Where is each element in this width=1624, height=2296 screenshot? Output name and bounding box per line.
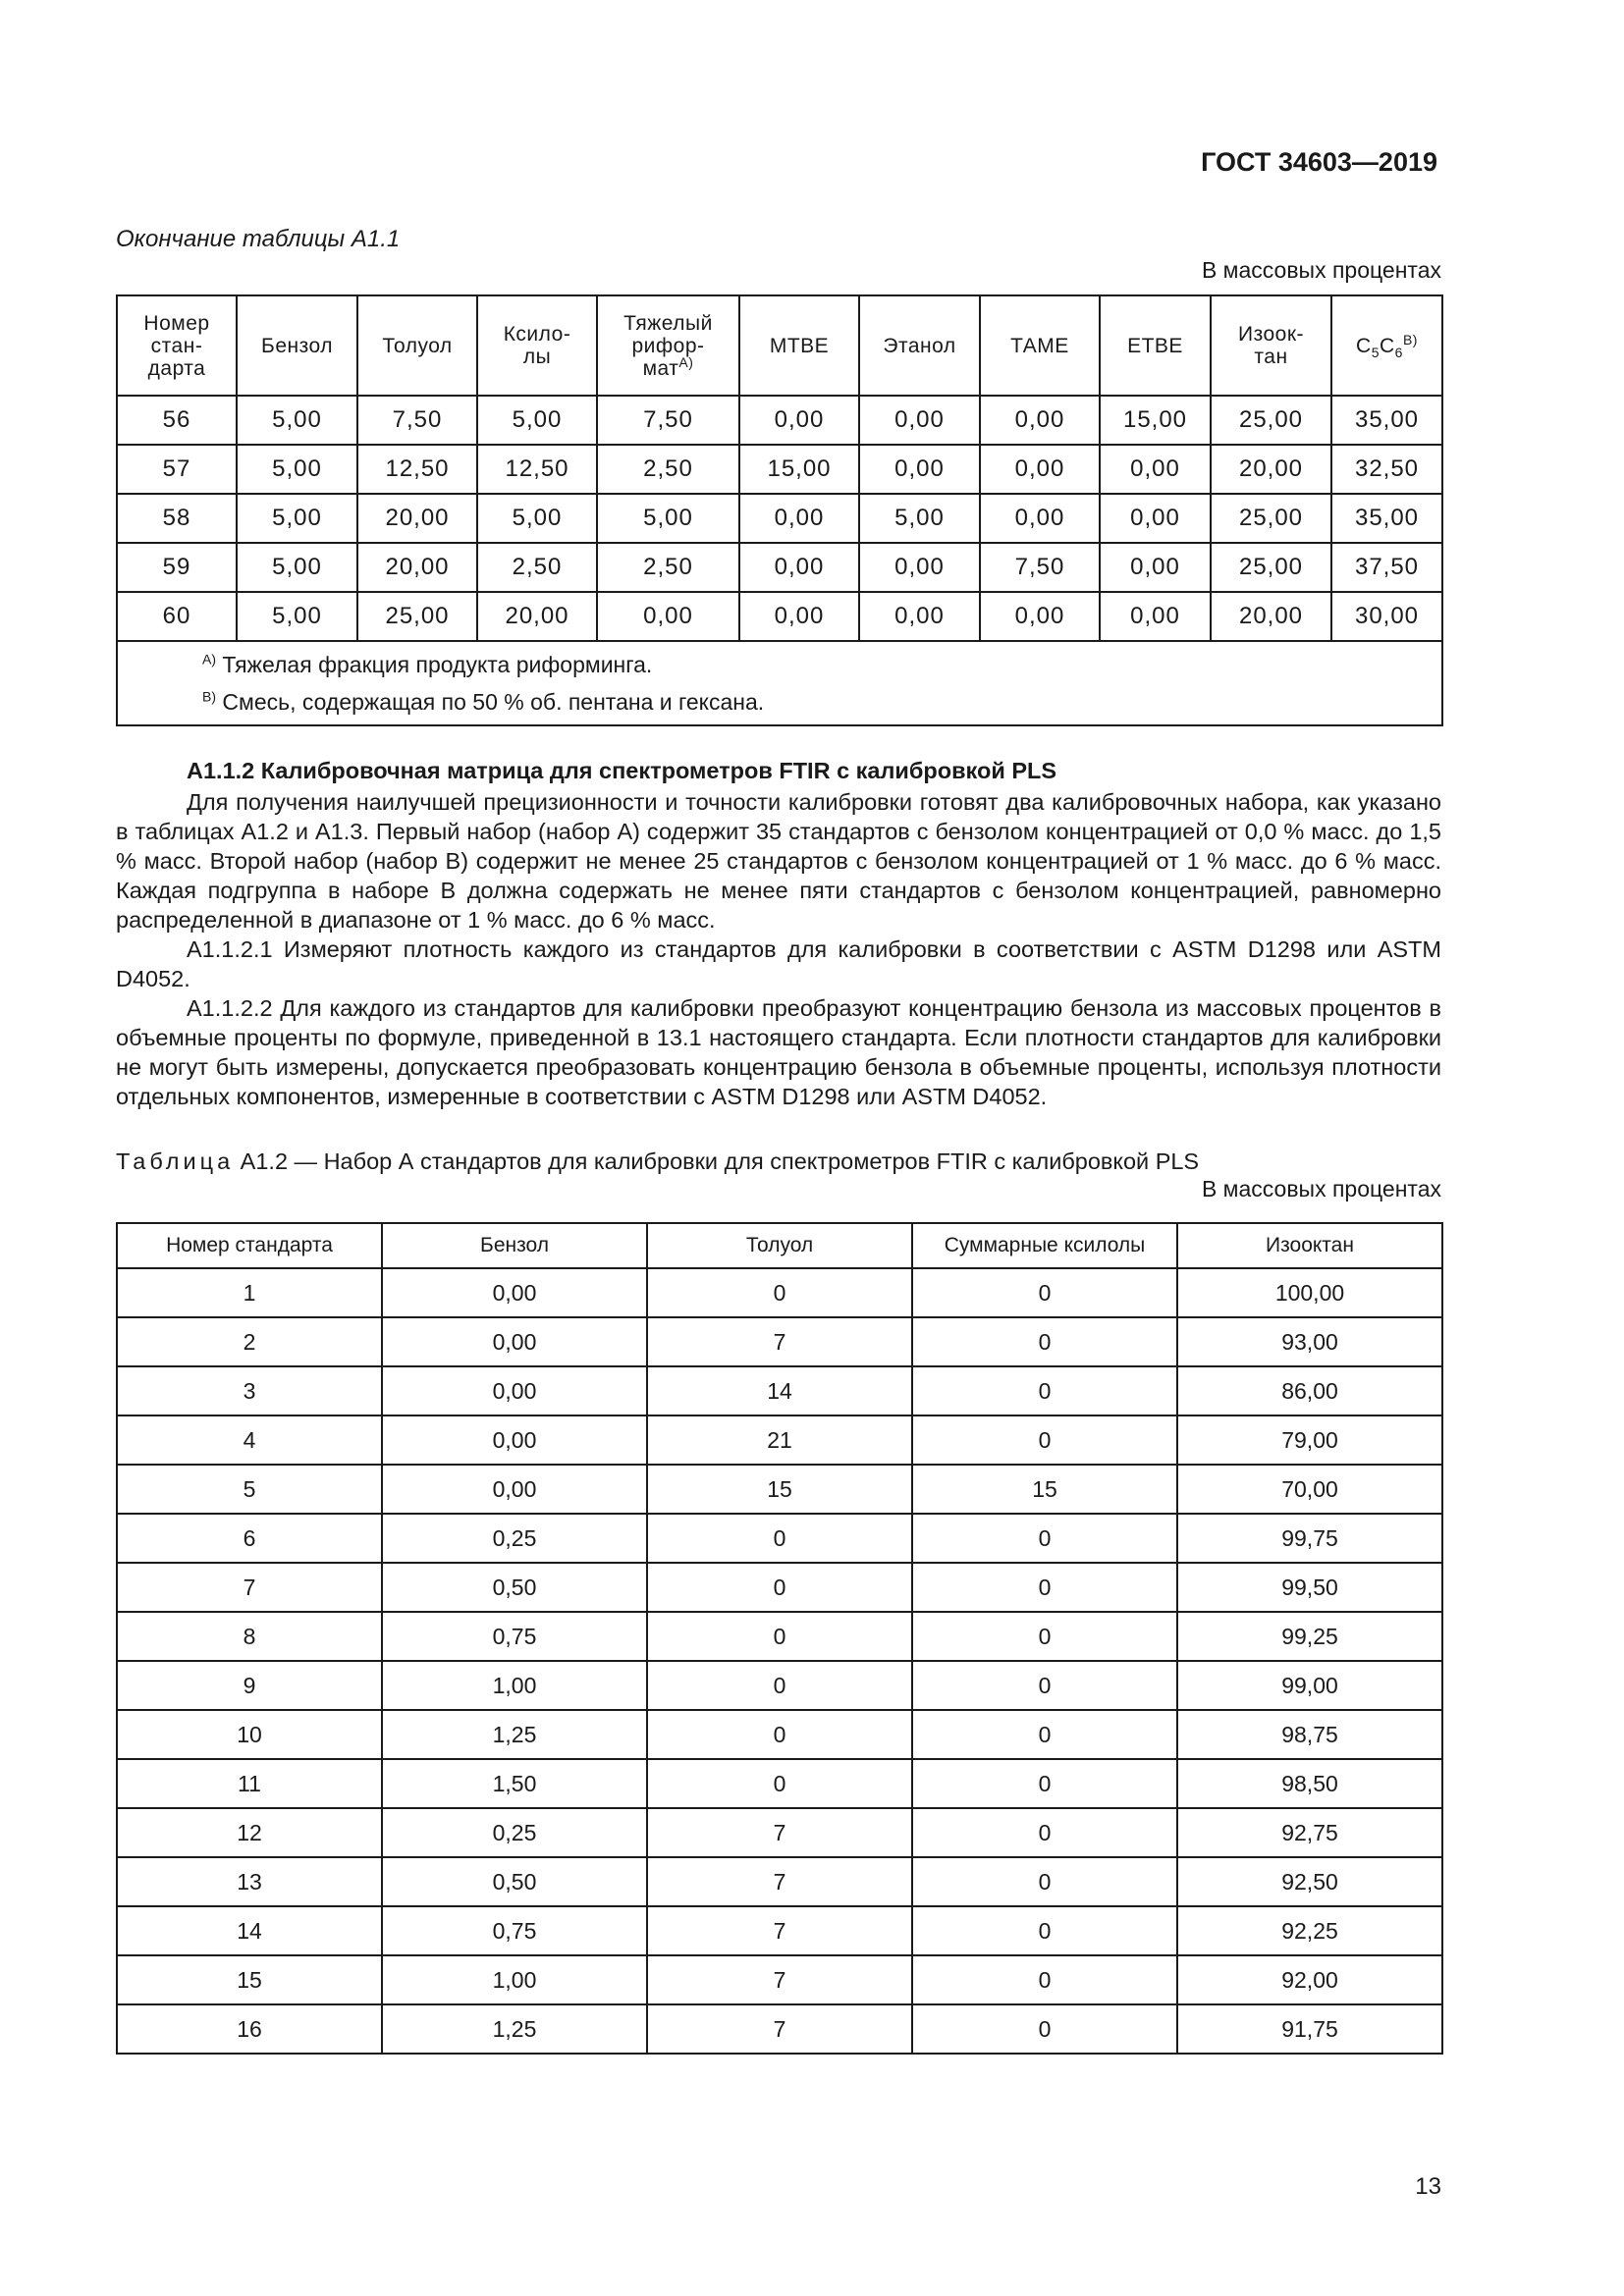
- table-a1-2: [116, 1222, 1443, 2055]
- col-header-standard-number: Номер стандарта: [117, 1223, 382, 1268]
- col-header-c5c6: $C_5C_6^{B)}$: [1331, 295, 1442, 396]
- table-cell: 7,50: [597, 396, 739, 445]
- table-row: [117, 1906, 1442, 1955]
- table-row: [117, 1955, 1442, 2004]
- col-header-etbe: ЕТВЕ: [1100, 295, 1211, 396]
- table-cell: 16: [117, 2004, 382, 2054]
- table-cell: 0,00: [739, 592, 859, 641]
- table-row: [117, 1317, 1442, 1366]
- table-cell: 0,50: [382, 1857, 647, 1906]
- table-cell: 7: [647, 1317, 912, 1366]
- table-cell: 0,00: [382, 1268, 647, 1317]
- document-code: ГОСТ 34603—2019: [1201, 147, 1437, 177]
- table-cell: 0: [912, 1563, 1177, 1612]
- table-cell: 0,00: [1100, 592, 1211, 641]
- table-cell: 60: [117, 592, 237, 641]
- table-cell: 0,00: [382, 1415, 647, 1465]
- table-cell: 58: [117, 494, 237, 543]
- table-cell: 0,00: [980, 592, 1100, 641]
- table-cell: 92,75: [1177, 1808, 1442, 1857]
- table-cell: 0: [912, 1759, 1177, 1808]
- table-cell: 12,50: [357, 445, 477, 494]
- table-cell: 0: [647, 1563, 912, 1612]
- table-cell: 15,00: [739, 445, 859, 494]
- table-row: [117, 1612, 1442, 1661]
- table-cell: 5,00: [597, 494, 739, 543]
- table-cell: 0: [647, 1710, 912, 1759]
- col-header-total-xylenes: Суммарные ксилолы: [912, 1223, 1177, 1268]
- table-cell: 25,00: [1211, 494, 1331, 543]
- table-cell: 0,00: [382, 1465, 647, 1514]
- table-cell: 0,00: [980, 396, 1100, 445]
- table-cell: 0,00: [859, 543, 980, 592]
- table-cell: 5,00: [477, 494, 597, 543]
- table-cell: 8: [117, 1612, 382, 1661]
- table-cell: 25,00: [1211, 543, 1331, 592]
- table1-unit: В массовых процентах: [1201, 257, 1441, 283]
- footnote-b: $^{B)}$ Смесь, содержащая по 50 % об. пентана и гексана.: [202, 688, 765, 715]
- table-cell: 0: [912, 2004, 1177, 2054]
- table-cell: 5,00: [859, 494, 980, 543]
- table-cell: 92,00: [1177, 1955, 1442, 2004]
- table-row: [117, 1857, 1442, 1906]
- table-cell: 79,00: [1177, 1415, 1442, 1465]
- table-cell: 56: [117, 396, 237, 445]
- table-cell: 0,75: [382, 1612, 647, 1661]
- table-cell: 0: [912, 1415, 1177, 1465]
- table-cell: 13: [117, 1857, 382, 1906]
- col-header-tame: ТАМЕ: [980, 295, 1100, 396]
- col-header-standard-number: Номер стан- дарта: [117, 295, 237, 396]
- table-cell: 92,25: [1177, 1906, 1442, 1955]
- table-cell: 0: [647, 1661, 912, 1710]
- table-cell: 1,25: [382, 1710, 647, 1759]
- table-cell: 10: [117, 1710, 382, 1759]
- table-row: [117, 1514, 1442, 1563]
- table-cell: 0,00: [1100, 445, 1211, 494]
- table-cell: 9: [117, 1661, 382, 1710]
- table-cell: 2,50: [597, 445, 739, 494]
- table-cell: 20,00: [357, 543, 477, 592]
- table-cell: 91,75: [1177, 2004, 1442, 2054]
- table-cell: 14: [647, 1366, 912, 1415]
- table-cell: 1,00: [382, 1955, 647, 2004]
- table-row: [117, 445, 1442, 494]
- table-cell: 0,00: [382, 1317, 647, 1366]
- table-cell: 0,00: [859, 445, 980, 494]
- table-cell: 3: [117, 1366, 382, 1415]
- table-cell: 0: [647, 1612, 912, 1661]
- table1-footnotes-row: [117, 641, 1442, 725]
- table-row: [117, 1759, 1442, 1808]
- col-header-heavy-reformate: Тяжелый рифор- мат$^{A)}$: [597, 295, 739, 396]
- table-cell: 5,00: [237, 592, 357, 641]
- table-cell: 0,00: [859, 396, 980, 445]
- table-cell: 99,25: [1177, 1612, 1442, 1661]
- table-row: [117, 1465, 1442, 1514]
- table-cell: 0,00: [739, 396, 859, 445]
- table-cell: 32,50: [1331, 445, 1442, 494]
- table-row: [117, 592, 1442, 641]
- table-cell: 0,00: [739, 494, 859, 543]
- table-cell: 0,50: [382, 1563, 647, 1612]
- table-cell: 12,50: [477, 445, 597, 494]
- table-cell: 0,00: [980, 494, 1100, 543]
- table-cell: 0: [912, 1612, 1177, 1661]
- table-cell: 1: [117, 1268, 382, 1317]
- table-cell: 0,00: [980, 445, 1100, 494]
- table-row: [117, 1808, 1442, 1857]
- table-row: [117, 1710, 1442, 1759]
- table-cell: 15: [117, 1955, 382, 2004]
- table-row: [117, 1661, 1442, 1710]
- table-cell: 35,00: [1331, 494, 1442, 543]
- table-row: [117, 494, 1442, 543]
- table-cell: 5: [117, 1465, 382, 1514]
- table-cell: 0: [912, 1317, 1177, 1366]
- table-cell: 98,75: [1177, 1710, 1442, 1759]
- table-cell: 6: [117, 1514, 382, 1563]
- table-cell: 37,50: [1331, 543, 1442, 592]
- table-cell: 11: [117, 1759, 382, 1808]
- table-cell: 0,25: [382, 1808, 647, 1857]
- table-cell: 0: [647, 1759, 912, 1808]
- col-header-toluene: Толуол: [647, 1223, 912, 1268]
- table-cell: 21: [647, 1415, 912, 1465]
- table-cell: 0: [912, 1366, 1177, 1415]
- table-cell: 4: [117, 1415, 382, 1465]
- table-cell: 1,25: [382, 2004, 647, 2054]
- table-cell: 0,00: [1100, 494, 1211, 543]
- col-header-mtbe: МТВЕ: [739, 295, 859, 396]
- table-row: [117, 1268, 1442, 1317]
- col-header-isooctane: Изоок- тан: [1211, 295, 1331, 396]
- table-cell: 57: [117, 445, 237, 494]
- table-cell: 2,50: [597, 543, 739, 592]
- table-row: [117, 543, 1442, 592]
- table-cell: 20,00: [1211, 592, 1331, 641]
- table-cell: 30,00: [1331, 592, 1442, 641]
- table-cell: 2,50: [477, 543, 597, 592]
- table-cell: 59: [117, 543, 237, 592]
- col-header-toluene: Толуол: [357, 295, 477, 396]
- table-cell: 0,00: [597, 592, 739, 641]
- table-cell: 25,00: [1211, 396, 1331, 445]
- footnote-a: $^{A)}$ Тяжелая фракция продукта риформинга.: [202, 651, 653, 677]
- table-cell: 98,50: [1177, 1759, 1442, 1808]
- table-cell: 0,00: [1100, 543, 1211, 592]
- table-cell: 0: [647, 1514, 912, 1563]
- table-cell: 15: [647, 1465, 912, 1514]
- table-row: [117, 1563, 1442, 1612]
- page-number: 13: [1415, 2173, 1441, 2200]
- table-cell: 7: [647, 1808, 912, 1857]
- table-cell: 7: [647, 1955, 912, 2004]
- table-cell: 35,00: [1331, 396, 1442, 445]
- table-cell: 20,00: [477, 592, 597, 641]
- table2-caption: Таблица А1.2 — Набор А стандартов для калибровки для спектрометров FTIR с калибровкой PLS: [116, 1148, 1200, 1174]
- table-cell: 5,00: [237, 494, 357, 543]
- table-continuation-label: Окончание таблицы А1.1: [116, 226, 401, 252]
- table-cell: 0: [912, 1710, 1177, 1759]
- table-cell: 0: [912, 1808, 1177, 1857]
- table-cell: 0,75: [382, 1906, 647, 1955]
- table-row: [117, 2004, 1442, 2054]
- table1-footnotes: [117, 641, 1442, 725]
- table-cell: 7,50: [357, 396, 477, 445]
- col-header-benzene: Бензол: [382, 1223, 647, 1268]
- col-header-xylenes: Ксило- лы: [477, 295, 597, 396]
- table-cell: 0,00: [859, 592, 980, 641]
- table-cell: 15,00: [1100, 396, 1211, 445]
- table-cell: 20,00: [1211, 445, 1331, 494]
- table-cell: 7: [647, 2004, 912, 2054]
- table-label: Таблица: [116, 1148, 235, 1174]
- table2-header-row: [117, 1223, 1442, 1268]
- table-cell: 7: [647, 1906, 912, 1955]
- table-cell: 0: [912, 1268, 1177, 1317]
- table-cell: 93,00: [1177, 1317, 1442, 1366]
- table-a1-1-end: [116, 294, 1443, 726]
- table-cell: 99,75: [1177, 1514, 1442, 1563]
- table-cell: 70,00: [1177, 1465, 1442, 1514]
- table-cell: 5,00: [237, 445, 357, 494]
- table-cell: 5,00: [237, 396, 357, 445]
- table-cell: 5,00: [237, 543, 357, 592]
- table-row: [117, 1366, 1442, 1415]
- table-cell: 7: [117, 1563, 382, 1612]
- table-cell: 7: [647, 1857, 912, 1906]
- table-cell: 99,00: [1177, 1661, 1442, 1710]
- col-header-isooctane: Изооктан: [1177, 1223, 1442, 1268]
- table-row: [117, 396, 1442, 445]
- table-cell: 2: [117, 1317, 382, 1366]
- paragraph-3: А1.1.2.2 Для каждого из стандартов для калибровки преобразуют концентрацию бензола из массовых процентов в объемные проценты по формуле, приведенной в 13.1 настоящего стандарта. Если плотности стандартов для калибровки не могут быть измерены, допускается преобразовать концентрацию бензола в объемные проценты, используя плотности отдельных компонентов, измеренные в соответствии с ASTM D1298 или ASTM D4052.: [116, 995, 1441, 1109]
- table-cell: 0,00: [739, 543, 859, 592]
- paragraph-1: Для получения наилучшей прецизионности и точности калибровки готовят два калибровочных набора, как указано в таблицах А1.2 и А1.3. Первый набор (набор А) содержит 35 стандартов с бензолом концентрацией от 0,0 % масс. до 1,5 % масс. Второй набор (набор В) содержит не менее 25 стандартов с бензолом концентрацией от 1 % масс. до 6 % масс. Каждая подгруппа в наборе В должна содержать не менее пяти стандартов с бензолом концентрацией, равномерно распределенной в диапазоне от 1 % масс. до 6 % масс.: [116, 789, 1441, 933]
- table-cell: 0: [647, 1268, 912, 1317]
- table-cell: 5,00: [477, 396, 597, 445]
- table-cell: 25,00: [357, 592, 477, 641]
- table-cell: 0: [912, 1955, 1177, 2004]
- section-body: [116, 787, 1441, 1111]
- table-cell: 100,00: [1177, 1268, 1442, 1317]
- table-cell: 14: [117, 1906, 382, 1955]
- table-cell: 0,00: [382, 1366, 647, 1415]
- table-cell: 0: [912, 1514, 1177, 1563]
- paragraph-2: А1.1.2.1 Измеряют плотность каждого из стандартов для калибровки в соответствии с ASTM D1298 или ASTM D4052.: [116, 936, 1441, 991]
- table-cell: 12: [117, 1808, 382, 1857]
- table-cell: 0,25: [382, 1514, 647, 1563]
- table-cell: 1,00: [382, 1661, 647, 1710]
- table-cell: 1,50: [382, 1759, 647, 1808]
- table-cell: 99,50: [1177, 1563, 1442, 1612]
- table-cell: 0: [912, 1906, 1177, 1955]
- table-cell: 0: [912, 1857, 1177, 1906]
- col-header-ethanol: Этанол: [859, 295, 980, 396]
- section-heading: А1.1.2 Калибровочная матрица для спектрометров FTIR с калибровкой PLS: [187, 758, 1057, 783]
- table2-unit: В массовых процентах: [1201, 1176, 1441, 1201]
- table1-header-row: [117, 295, 1442, 396]
- table-cell: 15: [912, 1465, 1177, 1514]
- table-cell: 0: [912, 1661, 1177, 1710]
- table-cell: 92,50: [1177, 1857, 1442, 1906]
- table-cell: 7,50: [980, 543, 1100, 592]
- table-cell: 86,00: [1177, 1366, 1442, 1415]
- col-header-benzene: Бензол: [237, 295, 357, 396]
- table-row: [117, 1415, 1442, 1465]
- table-cell: 20,00: [357, 494, 477, 543]
